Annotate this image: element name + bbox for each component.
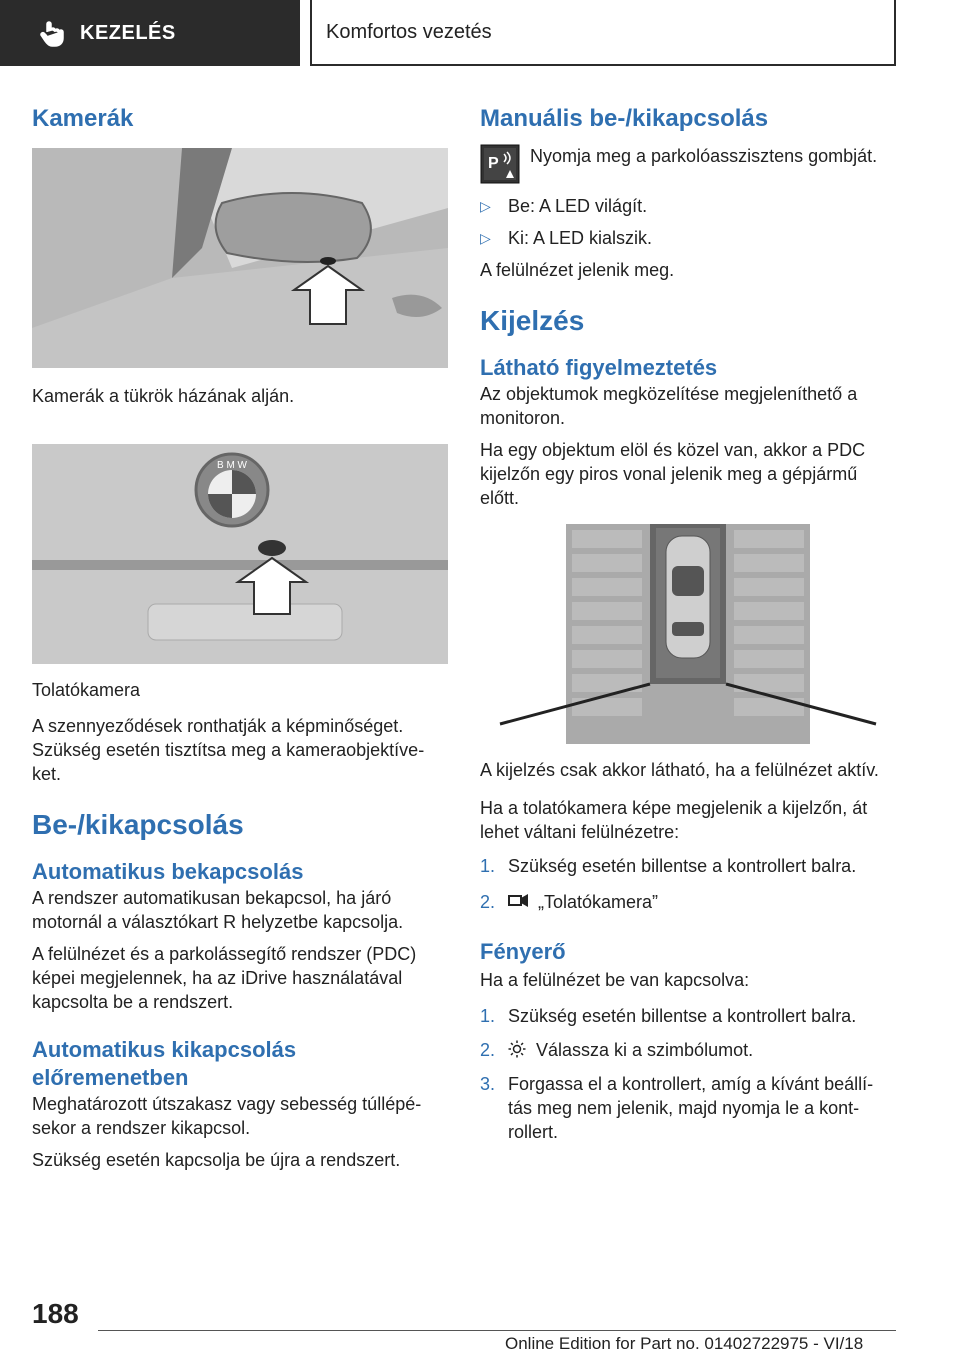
heading-brightness: Fényerő <box>480 939 566 964</box>
hand-pointer-icon <box>38 19 66 47</box>
mirror-camera-image <box>32 148 448 368</box>
chapter-title: Komfortos vezetés <box>326 20 492 43</box>
paragraph-only-active: A kijelzés csak akkor látható, ha a felülnézet aktív. <box>480 760 879 780</box>
heading-auto-off: Automatikus kikapcsolás előremenetben <box>32 1037 297 1090</box>
list-item: 2. Válassza ki a szimbólumot. <box>480 1040 754 1060</box>
left-column <box>32 100 448 1172</box>
paragraph-manual: Nyomja meg a parkolóasszisztens gombját. <box>530 146 878 166</box>
paragraph-topview: A felülnézet jelenik meg. <box>480 260 675 280</box>
header-section-tab <box>0 0 300 66</box>
header-chapter-box <box>310 0 896 66</box>
heading-auto-on: Automatikus bekapcsolás <box>32 859 304 884</box>
steps-switch-list <box>480 854 896 914</box>
list-item: ▷ Be: A LED világít. <box>480 196 648 216</box>
caption-mirror-camera: Kamerák a tükrök házának alján. <box>32 386 295 406</box>
paragraph-brightness: Ha a felülnézet be van kapcsolva: <box>480 970 750 990</box>
paragraph-auto-on-1: A rendszer automatikusan bekapcsol, ha járó motornál a választókart R helyzetbe kapcsolja. <box>32 888 404 932</box>
list-item: 2. „Tolatókamera” <box>480 892 659 912</box>
heading-display: Kijelzés <box>480 305 585 336</box>
section-title: KEZELÉS <box>80 21 176 44</box>
heading-cameras: Kamerák <box>32 105 134 132</box>
steps-brightness-list <box>480 1004 896 1144</box>
triangle-bullet-icon: ▷ <box>480 230 491 246</box>
footer-edition: Online Edition for Part no. 01402722975 - VI/18 <box>505 1334 864 1353</box>
paragraph-switch: Ha a tolatókamera képe megjelenik a kijelzőn, át lehet váltani felülnézetre: <box>480 798 868 842</box>
list-item: 1. Szükség esetén billentse a kontrollert balra. <box>480 856 857 876</box>
paragraph-auto-on-2: A felülnézet és a parkolássegítő rendszer (PDC) képei megjelennek, ha az iDrive használatával kapcsolta be a rendszert. <box>32 944 417 1012</box>
paragraph-dirt: A szennyeződések ronthatják a képminőséget. Szükség esetén tisztítsa meg a kameraobjektíve-ket. <box>32 716 425 784</box>
list-item: 3. Forgassa el a kontrollert, amíg a kívánt beállí-tás meg nem jelenik, majd nyomja le a kont-rollert. <box>480 1074 874 1142</box>
led-status-list <box>480 194 896 250</box>
topview-image <box>480 524 896 744</box>
heading-visible-warning: Látható figyelmeztetés <box>480 355 718 380</box>
list-item: ▷ Ki: A LED kialszik. <box>480 228 653 248</box>
list-item: 1. Szükség esetén billentse a kontrollert balra. <box>480 1006 857 1026</box>
paragraph-visible-1: Az objektumok megközelítése megjeleníthető a monitoron. <box>480 384 858 428</box>
paragraph-visible-2: Ha egy objektum elöl és közel van, akkor a PDC kijelzőn egy piros vonal jelenik meg a gépjármű előtt. <box>480 440 866 508</box>
park-assist-button-icon <box>480 144 520 184</box>
caption-rear-camera: Tolatókamera <box>32 680 141 700</box>
svg-text:P: P <box>488 155 499 172</box>
heading-manual: Manuális be-/kikapcsolás <box>480 105 769 132</box>
footer-divider <box>98 1330 896 1331</box>
rear-camera-icon <box>508 892 530 910</box>
paragraph-auto-off-1: Meghatározott útszakasz vagy sebesség túllépé-sekor a rendszer kikapcsol. <box>32 1094 422 1138</box>
paragraph-auto-off-2: Szükség esetén kapcsolja be újra a rendszert. <box>32 1150 401 1170</box>
heading-on-off: Be-/kikapcsolás <box>32 809 244 840</box>
triangle-bullet-icon: ▷ <box>480 198 491 214</box>
rear-camera-image <box>32 444 448 664</box>
right-column <box>480 100 896 1144</box>
brightness-sun-icon <box>508 1040 526 1058</box>
page-number: 188 <box>32 1298 79 1329</box>
bmw-logo-text: B M W <box>217 460 247 471</box>
